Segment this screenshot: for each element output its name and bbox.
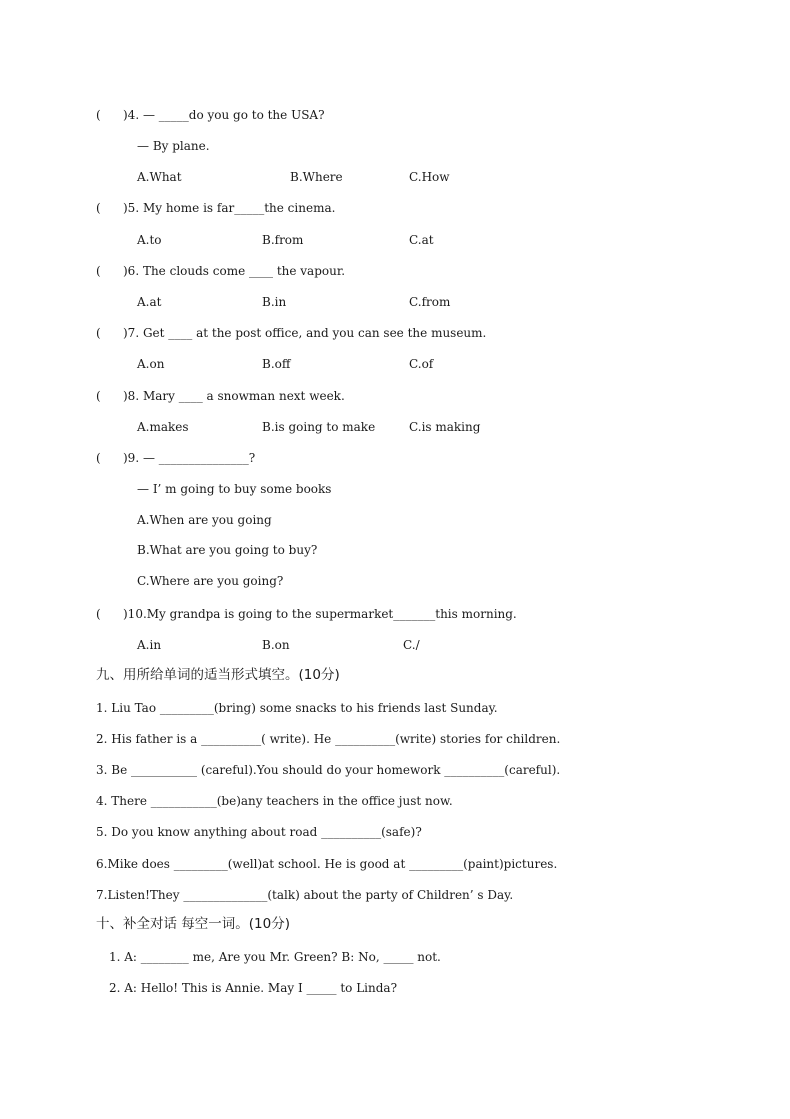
section-9-item-2: 2. His father is a __________( write). He __________(write) stories for children. bbox=[96, 732, 561, 746]
option-c: C.How bbox=[409, 170, 450, 184]
option-c: C.of bbox=[409, 357, 434, 371]
option-a: A.at bbox=[137, 295, 162, 309]
option-b: B.Where bbox=[290, 170, 343, 184]
option-c: C.from bbox=[409, 295, 451, 309]
question-stem: )10.My grandpa is going to the supermarket_______this morning. bbox=[123, 607, 517, 621]
question-10 bbox=[96, 606, 517, 622]
option-c: C.is making bbox=[409, 420, 481, 434]
answer-paren: ( bbox=[96, 451, 101, 465]
section-9-item-4: 4. There ___________(be)any teachers in the office just now. bbox=[96, 794, 453, 808]
section-9-item-1: 1. Liu Tao _________(bring) some snacks to his friends last Sunday. bbox=[96, 701, 498, 715]
option-a: A.in bbox=[137, 638, 162, 652]
option-c: C./ bbox=[403, 638, 420, 652]
answer-paren: ( bbox=[96, 108, 101, 122]
question-9 bbox=[96, 450, 255, 466]
option-a: A.makes bbox=[137, 420, 189, 434]
option-b: B.is going to make bbox=[262, 420, 376, 434]
section-9-item-3: 3. Be ___________ (careful).You should do your homework __________(careful). bbox=[96, 763, 561, 777]
question-stem: )6. The clouds come ____ the vapour. bbox=[123, 264, 346, 278]
option-b: B.What are you going to buy? bbox=[137, 543, 318, 557]
option-a: A.When are you going bbox=[137, 513, 272, 527]
section-9-title: 九、用所给单词的适当形式填空。(10分) bbox=[96, 667, 340, 683]
option-a: A.to bbox=[137, 233, 162, 247]
question-6 bbox=[96, 263, 345, 279]
answer-paren: ( bbox=[96, 326, 101, 340]
answer-paren: ( bbox=[96, 201, 101, 215]
option-b: B.from bbox=[262, 233, 304, 247]
option-b: B.in bbox=[262, 295, 287, 309]
answer-paren: ( bbox=[96, 607, 101, 621]
question-stem: )5. My home is far_____the cinema. bbox=[123, 201, 336, 215]
option-b: B.off bbox=[262, 357, 291, 371]
section-9-item-7: 7.Listen!They ______________(talk) about the party of Children’ s Day. bbox=[96, 888, 514, 902]
answer-paren: ( bbox=[96, 389, 101, 403]
question-stem: )9. — _______________? bbox=[123, 451, 256, 465]
question-4 bbox=[96, 107, 325, 123]
option-a: A.on bbox=[137, 357, 165, 371]
question-stem: )8. Mary ____ a snowman next week. bbox=[123, 389, 345, 403]
option-a: A.What bbox=[137, 170, 182, 184]
question-9-reply: — I’ m going to buy some books bbox=[137, 482, 332, 496]
section-10-item-2: 2. A: Hello! This is Annie. May I _____ to Linda? bbox=[109, 981, 398, 995]
question-stem: )7. Get ____ at the post office, and you can see the museum. bbox=[123, 326, 487, 340]
option-c: C.at bbox=[409, 233, 434, 247]
question-stem: )4. — _____do you go to the USA? bbox=[123, 108, 325, 122]
answer-paren: ( bbox=[96, 264, 101, 278]
question-8 bbox=[96, 388, 345, 404]
option-c: C.Where are you going? bbox=[137, 574, 284, 588]
option-b: B.on bbox=[262, 638, 290, 652]
section-10-title: 十、补全对话 每空一词。(10分) bbox=[96, 916, 291, 932]
question-5 bbox=[96, 200, 335, 216]
section-9-item-5: 5. Do you know anything about road __________(safe)? bbox=[96, 825, 422, 839]
question-7 bbox=[96, 325, 486, 341]
question-4-reply: — By plane. bbox=[137, 139, 210, 153]
section-10-item-1: 1. A: ________ me, Are you Mr. Green? B: No, _____ not. bbox=[109, 950, 441, 964]
section-9-item-6: 6.Mike does _________(well)at school. He is good at _________(paint)pictures. bbox=[96, 857, 558, 871]
